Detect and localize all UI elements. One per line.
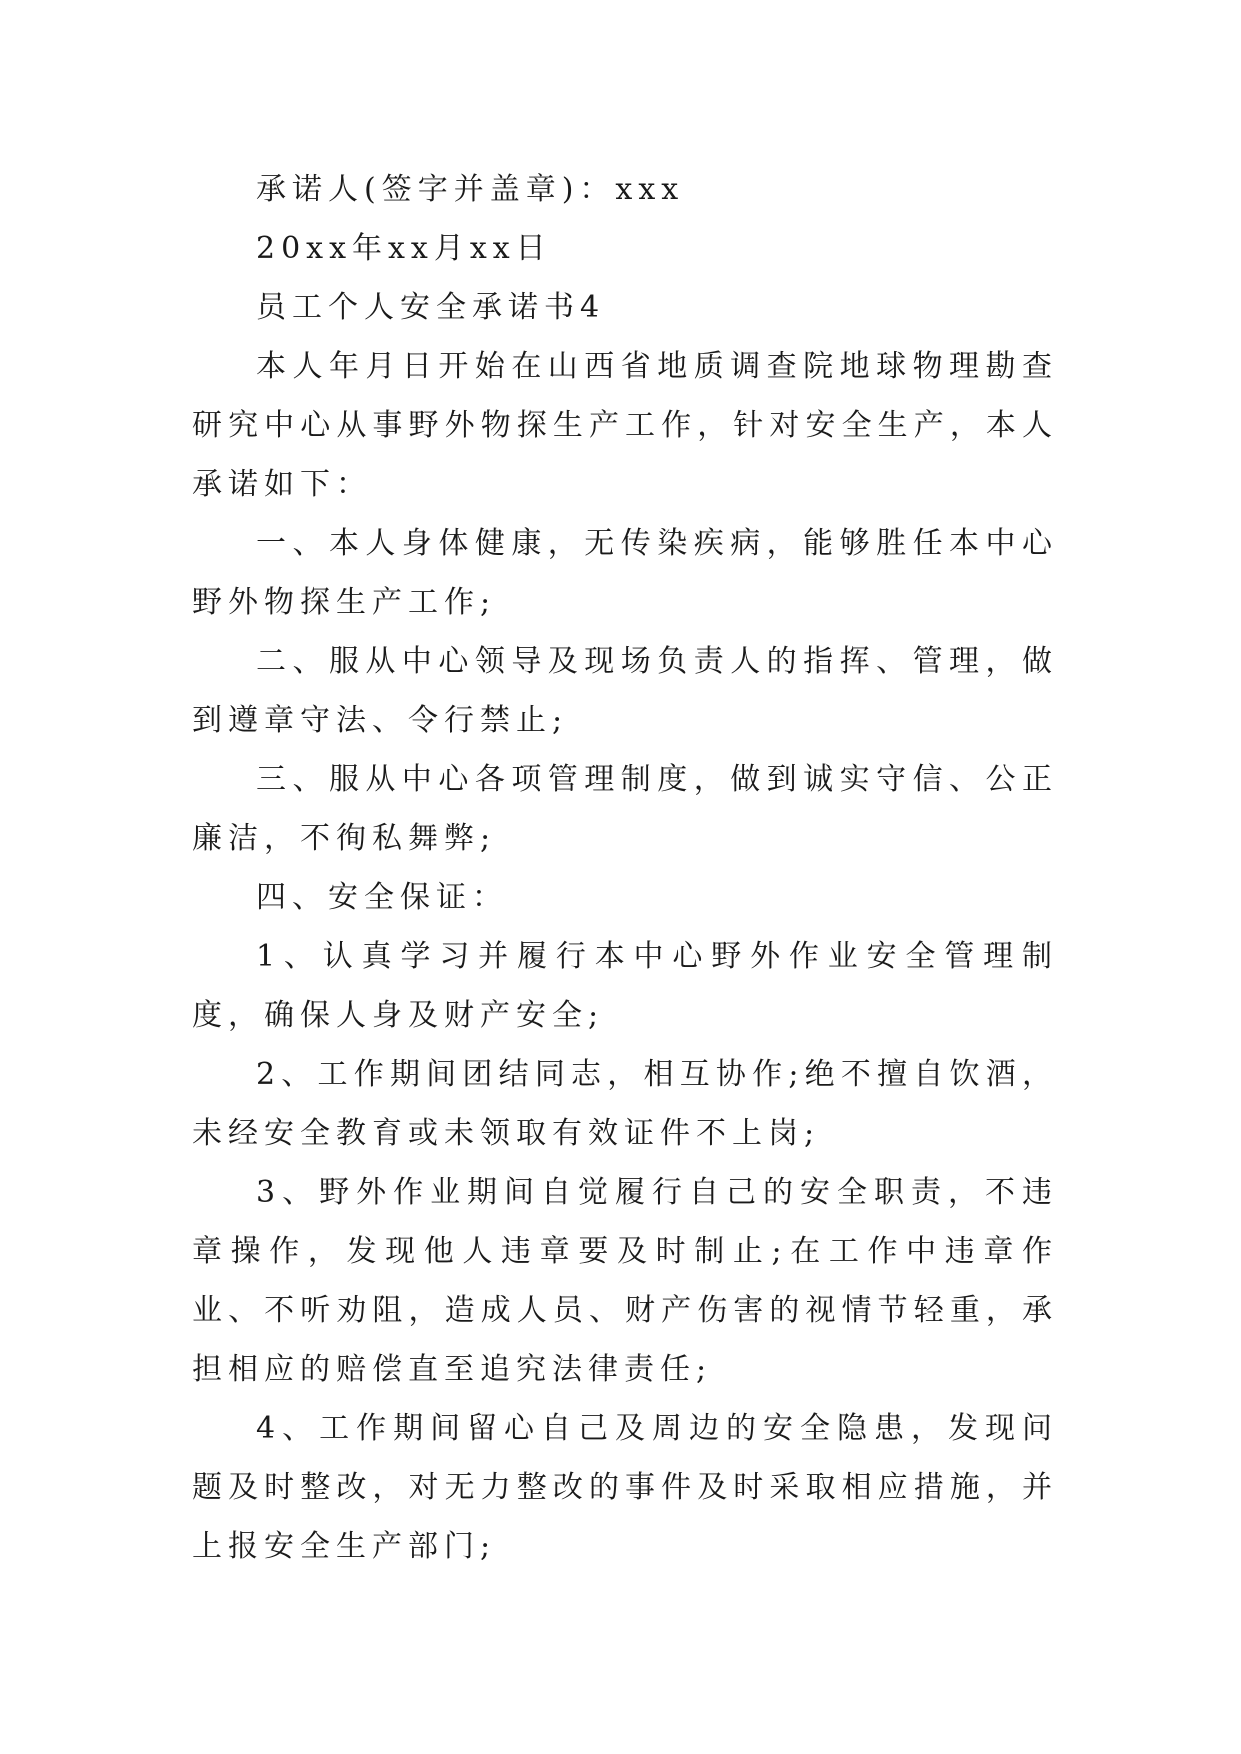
safety-guarantee-1: 1、认真学习并履行本中心野外作业安全管理制度，确保人身及财产安全; <box>192 939 1058 1033</box>
section-title: 员工个人安全承诺书4 <box>256 290 606 325</box>
signature-line: 承诺人(签字并盖章)：xxx <box>256 172 685 207</box>
commitment-item-1: 一、本人身体健康，无传染疾病，能够胜任本中心野外物探生产工作; <box>192 526 1058 620</box>
commitment-item-3: 三、服从中心各项管理制度，做到诚实守信、公正廉洁，不徇私舞弊; <box>192 762 1058 856</box>
safety-guarantee-2: 2、工作期间团结同志，相互协作;绝不擅自饮酒，未经安全教育或未领取有效证件不上岗; <box>192 1057 1058 1151</box>
commitment-item-2: 二、服从中心领导及现场负责人的指挥、管理，做到遵章守法、令行禁止; <box>192 644 1058 738</box>
date-line: 20xx年xx月xx日 <box>256 231 552 266</box>
commitment-item-4-heading: 四、安全保证： <box>256 880 508 915</box>
intro-paragraph: 本人年月日开始在山西省地质调查院地球物理勘查研究中心从事野外物探生产工作，针对安全生产，本人承诺如下： <box>192 349 1058 502</box>
safety-guarantee-3: 3、野外作业期间自觉履行自己的安全职责，不违章操作，发现他人违章要及时制止;在工作中违章作业、不听劝阻，造成人员、财产伤害的视情节轻重，承担相应的赔偿直至追究法律责任; <box>192 1175 1058 1387</box>
safety-guarantee-4: 4、工作期间留心自己及周边的安全隐患，发现问题及时整改，对无力整改的事件及时采取相应措施，并上报安全生产部门; <box>192 1411 1058 1564</box>
document-body <box>192 160 1058 1576</box>
